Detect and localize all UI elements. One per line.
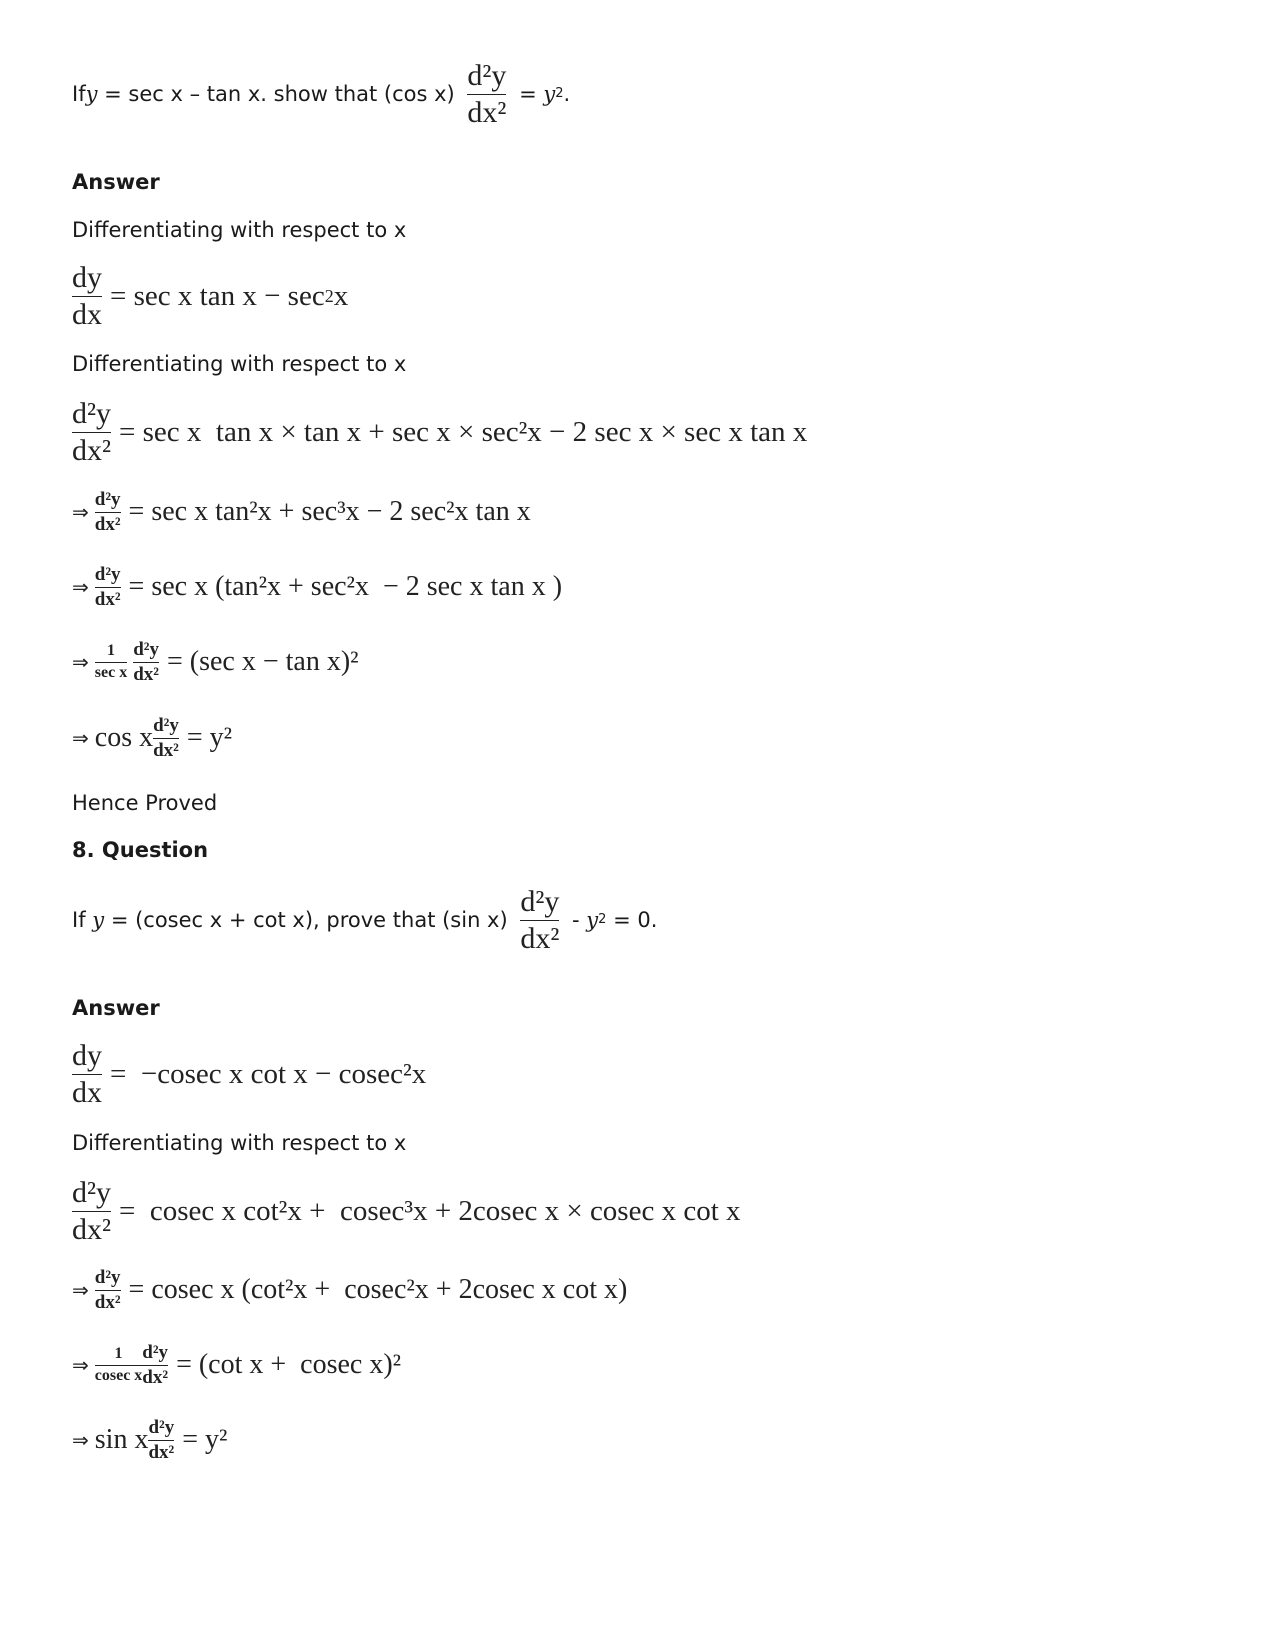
frac-num: 1 bbox=[106, 642, 115, 660]
frac-den: cosec x bbox=[94, 1366, 143, 1384]
fraction bbox=[72, 1177, 111, 1245]
fraction bbox=[72, 398, 111, 466]
equation-rhs: = y² bbox=[186, 722, 233, 754]
q7-frac-num: d²y bbox=[467, 59, 507, 92]
hence-proved-text: Hence Proved bbox=[72, 791, 218, 815]
fraction-bar bbox=[95, 587, 121, 588]
q7-tail-eq: = bbox=[512, 82, 544, 106]
q8-mid: = (cosec x + cot x), prove that (sin x) bbox=[104, 908, 515, 932]
fraction bbox=[95, 490, 121, 535]
implies-icon: ⇒ bbox=[72, 575, 89, 600]
q8-prefix: If bbox=[72, 908, 93, 932]
equation-step bbox=[72, 565, 562, 610]
frac-den: sec x bbox=[94, 663, 128, 681]
fraction-bar bbox=[148, 1440, 174, 1441]
equation-step bbox=[72, 716, 232, 761]
q7-y: y bbox=[85, 82, 98, 106]
equation-rhs: = sec x tan x × tan x + sec x × sec²x − 2 sec x × sec x tan x bbox=[119, 415, 808, 448]
answer-label: Answer bbox=[72, 996, 160, 1020]
frac-num: dy bbox=[72, 1039, 102, 1072]
implies-icon: ⇒ bbox=[72, 500, 89, 525]
q8-tail-y: y bbox=[586, 908, 599, 932]
frac-num: d²y bbox=[72, 1176, 111, 1209]
frac-num: dy bbox=[72, 261, 102, 294]
equation-rhs: = (cot x + cosec x)² bbox=[176, 1349, 402, 1381]
question-7-statement: If y = sec x – tan x. show that (cos x) $\frac{\text{d²y}}{\text{dx²}}$ = y 2 . bbox=[72, 59, 571, 129]
frac-den: dx² bbox=[94, 588, 121, 610]
equation-rhs: = cosec x cot²x + cosec³x + 2cosec x × cosec x cot x bbox=[119, 1194, 741, 1227]
frac-den: dx² bbox=[153, 739, 179, 761]
fraction bbox=[148, 1418, 174, 1463]
frac-num: d²y bbox=[94, 489, 121, 510]
fraction-bar bbox=[95, 662, 127, 663]
fraction-bar bbox=[72, 432, 111, 433]
implies-icon: ⇒ bbox=[72, 650, 89, 675]
frac-den: dx² bbox=[148, 1441, 175, 1463]
fraction bbox=[95, 1268, 121, 1313]
equation-second-derivative bbox=[72, 1177, 741, 1245]
equation-step bbox=[72, 490, 531, 535]
q8-tail-end: = 0. bbox=[606, 908, 658, 932]
frac-den: dx² bbox=[72, 433, 111, 467]
fraction bbox=[72, 262, 102, 330]
q7-fraction bbox=[467, 60, 506, 128]
fraction bbox=[95, 643, 127, 682]
equation-step bbox=[72, 1343, 401, 1388]
frac-den: dx bbox=[72, 297, 102, 331]
frac-num: d²y bbox=[148, 1417, 175, 1438]
question-8-title: 8. Question bbox=[72, 838, 209, 862]
equation-rhs: = −cosec x cot x − cosec²x bbox=[110, 1057, 427, 1090]
frac-den: dx² bbox=[72, 1212, 111, 1246]
equation-dy-dx bbox=[72, 1040, 426, 1108]
equation-step bbox=[72, 640, 359, 685]
frac-num: d²y bbox=[94, 564, 121, 585]
equation-rhs: = (sec x − tan x)² bbox=[166, 646, 359, 678]
equation-lhs: sin x bbox=[94, 1424, 149, 1456]
q8-fraction bbox=[520, 886, 559, 954]
fraction-bar bbox=[95, 1290, 121, 1291]
q7-tail-y: y bbox=[543, 82, 556, 106]
frac-num: d²y bbox=[142, 1342, 169, 1363]
fraction bbox=[153, 716, 179, 761]
answer-label: Answer bbox=[72, 170, 160, 194]
equation-rhs-tail: x bbox=[333, 279, 349, 312]
fraction-bar bbox=[95, 1365, 143, 1366]
q7-mid: = sec x – tan x. show that (cos x) bbox=[97, 82, 462, 106]
fraction-bar bbox=[72, 1074, 102, 1075]
q8-y: y bbox=[92, 908, 105, 932]
differentiating-text: Differentiating with respect to x bbox=[72, 1131, 407, 1155]
q8-tail-pre: - bbox=[565, 908, 587, 932]
frac-num: d²y bbox=[133, 639, 159, 660]
differentiating-text: Differentiating with respect to x bbox=[72, 352, 407, 376]
equation-rhs: = y² bbox=[182, 1424, 228, 1456]
fraction-bar bbox=[133, 662, 159, 663]
implies-icon: ⇒ bbox=[72, 726, 89, 751]
fraction bbox=[95, 1346, 143, 1385]
fraction bbox=[95, 565, 121, 610]
frac-num: d²y bbox=[153, 715, 179, 736]
q8-frac-den: dx² bbox=[520, 921, 560, 955]
equation-dy-dx: $\frac{dy}{dx}$ = sec x tan x − sec 2 x bbox=[72, 261, 349, 331]
frac-den: dx² bbox=[142, 1366, 169, 1388]
equation-rhs: = sec x (tan²x + sec²x − 2 sec x tan x ) bbox=[128, 571, 563, 603]
frac-den: dx² bbox=[94, 513, 121, 535]
question-8-statement: If y = (cosec x + cot x), prove that (sin x) $\frac{\text{d²y}}{\text{dx²}}$ - y 2 = 0. bbox=[72, 885, 658, 955]
fraction-bar bbox=[153, 738, 179, 739]
frac-num: d²y bbox=[94, 1267, 121, 1288]
equation-rhs: = cosec x (cot²x + cosec²x + 2cosec x cot x) bbox=[128, 1274, 628, 1306]
frac-den: dx bbox=[72, 1075, 102, 1109]
differentiating-text: Differentiating with respect to x bbox=[72, 218, 407, 242]
equation-second-derivative bbox=[72, 398, 807, 466]
implies-icon: ⇒ bbox=[72, 1278, 89, 1303]
fraction-bar bbox=[72, 1211, 111, 1212]
q8-frac-num: d²y bbox=[520, 885, 560, 918]
equation-rhs: = sec x tan x − sec bbox=[110, 279, 325, 312]
frac-num: d²y bbox=[72, 397, 111, 430]
q7-prefix: If bbox=[72, 82, 86, 106]
frac-den: dx² bbox=[133, 663, 159, 685]
fraction-bar bbox=[520, 920, 559, 921]
fraction bbox=[72, 1040, 102, 1108]
implies-icon: ⇒ bbox=[72, 1428, 89, 1453]
frac-num: 1 bbox=[114, 1345, 123, 1363]
frac-den: dx² bbox=[94, 1291, 121, 1313]
fraction bbox=[133, 640, 159, 685]
fraction-bar bbox=[95, 512, 121, 513]
q7-tail-end: . bbox=[563, 82, 571, 106]
q7-frac-den: dx² bbox=[467, 95, 507, 129]
fraction bbox=[142, 1343, 168, 1388]
equation-rhs: = sec x tan²x + sec³x − 2 sec²x tan x bbox=[128, 496, 531, 528]
fraction-bar bbox=[72, 296, 102, 297]
equation-step bbox=[72, 1268, 627, 1313]
equation-lhs: cos x bbox=[94, 722, 154, 754]
implies-icon: ⇒ bbox=[72, 1353, 89, 1378]
fraction-bar bbox=[467, 94, 506, 95]
fraction-bar bbox=[142, 1365, 168, 1366]
equation-step bbox=[72, 1418, 227, 1463]
